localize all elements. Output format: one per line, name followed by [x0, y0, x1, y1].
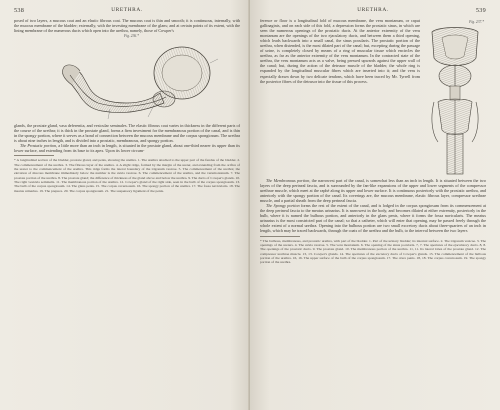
figure-236-label: Fig. 236.*	[124, 34, 139, 39]
right-page	[250, 0, 500, 410]
left-paragraph-after-figure: glands, the prostate gland, vasa deferentia, and vesicular seminales. The elastic fibrous coat varies in thickness in the different parts of the course of the urethra; it is thick in the prostate gland, forms a firm investment for the membranous portion of the canal, and is thin in the spongy portion, where it serves as a bond of connection between the mucous membrane and the corpus spongiosum. The urethra is about nine inches in length, and is divided into a prostatic, membranous, and spongy portion.	[14, 123, 240, 144]
membranous-portion-text: the narrowest part of the canal, is somewhat less than an inch in length. It is situated between the two layers of the deep perineal fascia, and is surrounded by the fan-like expansions of the upper and lower segments of the compressor urethrae muscle, which meet at the raphé along its upper and lower surface. It is continuous posteriorly with the prostatic urethra, and anteriorly with the spongy portion of the canal. Its coverings are, the mucous membrane, elastic fibrous layer, compressor urethrae muscle, and a partial sheath from the deep perineal fascia.	[260, 178, 486, 204]
right-page-number: 539	[475, 7, 486, 14]
membranous-paragraph	[260, 178, 486, 203]
right-running-head: URETHRA.	[357, 7, 389, 13]
left-footnote: * A longitudinal section of the bladder, prostate gland, and penis, showing the urethra. 1. The urethra attached to the upper part of the fundus of the bladder. 2. The commencement of the urethra. 3. The fibrous layer of the urethra. 4. A slight ridge, formed by the margin of the ureter, and extending from the orifice of the ureter to the commencement of the urethra. This ridge forms the lateral boundary of the trigonum vesicae. 5. The commencement of the urethra; the elevation of mucous membrane immediately below the number is the uvula vesicae. 6. The commencement of the urethra, and the verumontanum. 7. The prostate portion of the urethra. 8. The prostate gland; the difference of thickness of the gland above and below the urethra. 9. The ducts of Cowper's glands. 10. The right vesicula seminalis. 11. The membranous portion of the urethra. 12. Cowper's gland of the right side, seen in the bulb of the corpus spongiosum. 13. The bulb of the corpus spongiosum. 14. The glans penis. 15. The corpus cavernosum. 16. The spongy portion of the urethra. 17. The fossa navicularis. 18. The meatus urinarius. 19. The prepuce. 20. The corpus spongiosum. 21. The suspensory ligament of the penis.	[14, 158, 240, 193]
figure-237-label: Fig. 237.*	[469, 20, 484, 24]
right-footnote: * The bulbous, membranous, and prostatic urethra, with part of the bladder. 1. Part of the urinary bladder; its internal surface. 2. The trigonum vesicae. 3. The openings of the ureters. 4. The uvula vesicae. 5. The veru montanum. 6. The opening of the sinus pocularis. 7, 7. The apertures of the ejaculatory ducts. 8, 8. The openings of the prostatic ducts. 9. The prostate gland. 10. The membranous portion of the urethra. 11, 11. Its lateral lobes of the prostate gland. 12. The compressor urethrae muscle. 13, 13. Cowper's glands. 14. The apertures of the excretory ducts of Cowper's glands. 15. The commencement of the bulbous portion of the urethra. 16, 16. The upper surface of the bulb of the corpus spongiosum. 17. The crura penis. 18, 18. The corpus cavernosum. 19. The spongy portion of the urethra.	[260, 238, 486, 265]
prostatic-portion-text: a little more than an inch in length, is situated in the prostate gland, about one-third nearer its upper than its lower surface, and extending from its base to its apex. Upon its lower circum-	[14, 143, 240, 154]
left-prostatic-paragraph	[14, 143, 240, 153]
spongy-portion-title: The Spongy portion	[266, 203, 300, 209]
right-page-header	[260, 7, 486, 18]
prostatic-portion-title: The Prostatic portion,	[20, 143, 58, 149]
spongy-paragraph	[260, 203, 486, 233]
figure-237-illustration	[424, 18, 486, 178]
spongy-portion-text: forms the rest of the extent of the canal, and is lodged in the corpus spongiosum from its commencement at the deep perineal fascia to the meatus urinarius. It is narrowest in the body, and becomes dilated at either extremity, posteriorly in the bulb, where it is named the bulbous portion, and anteriorly in the glans penis, where it forms the fossa navicularis. The meatus urinarius is the most constricted part of the canal; so that a catheter, which will enter that opening, may be passed freely through the whole extent of a normal urethra. Opening into the bulbous portion are two small excretory ducts about three-quarters of an inch in length, which may be traced backwards, through the coats of the urethra and the bulb, to the interval between the two layers	[260, 203, 486, 234]
left-page-header	[14, 7, 240, 18]
left-running-head: URETHRA.	[111, 7, 143, 13]
membranous-portion-title: The Membranous portion,	[266, 178, 311, 183]
figure-236	[14, 33, 240, 123]
right-footnote-rule	[260, 236, 300, 237]
left-page-number: 538	[14, 7, 25, 14]
right-top-block	[260, 18, 486, 84]
left-footnote-rule	[14, 155, 54, 156]
figure-237	[424, 18, 486, 178]
figure-236-illustration	[14, 33, 240, 123]
right-paragraph-top: ference or floor is a longitudinal fold of mucous membrane, the veru montanum, or caput gallinaginis, and on each side of this fold, a depression forms the prostatic sinus, in which are seen the numerous openings of the prostatic ducts. At the anterior extremity of the veru montanum are the openings of the two ejaculatory ducts, and between them a third opening, which leads backwards into a small canal, the sinus pocularis. The prostatic portion of the urethra, when distended, is the most dilated part of the canal; but, excepting during the passage of urine, is completely closed by means of a ring of muscular tissue which encircles the urethra, as far as the anterior extremity of the veru montanum. In the contracted state of the urethra, the veru montanum acts as a valve, being pressed upwards against the upper wall of the canal; but, during the action of the detrusor muscle of the bladder, the whole ring is expanded by the longitudinal muscular fibres which are inserted into it; and the veru is especially drawn down by two delicate tendons, which have been traced by Mr. Tyrrell from the posterior fibres of the detrusor into the tissue of this process.	[260, 18, 420, 84]
left-paragraph-top: posed of two layers, a mucous coat and an elastic fibrous coat. The mucous coat is thin and smooth; it is continuous, internally, with the mucous membrane of the bladder; externally, with the investing membrane of the glans; and at certain points of its extent, with the lining membrane of the numerous ducts which open into the urethra, namely, those of Cowper's	[14, 18, 240, 34]
